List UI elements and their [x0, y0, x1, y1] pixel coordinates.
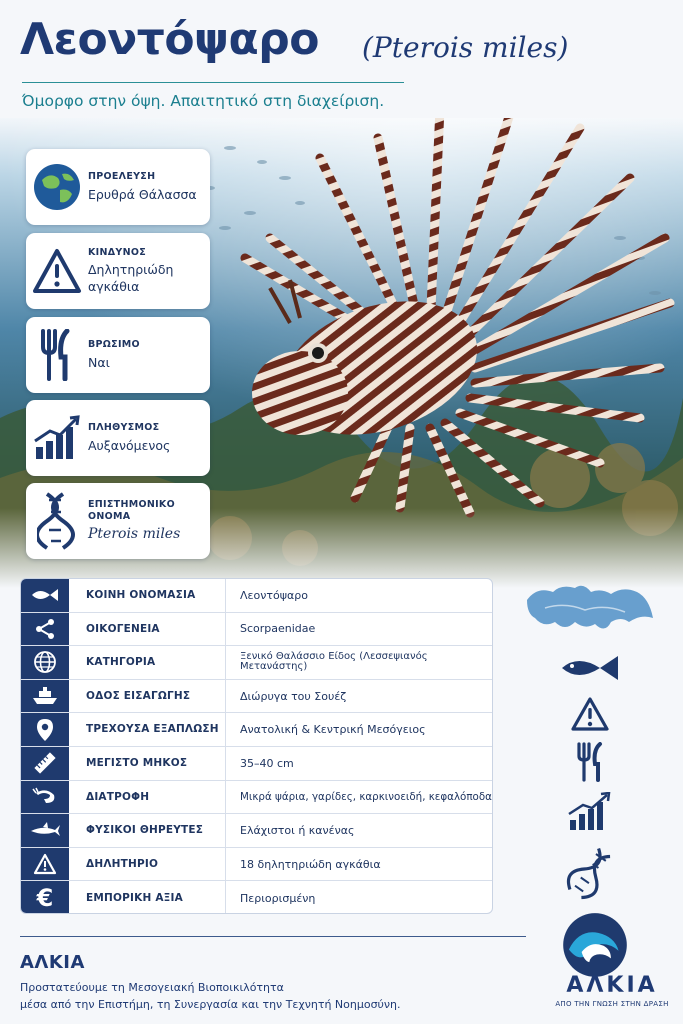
tagline: Όμορφο στην όψη. Απαιτητικό στη διαχείριση. [22, 92, 385, 110]
euro-icon: € [21, 881, 69, 914]
table-row [21, 579, 493, 613]
row-value: 18 δηλητηριώδη αγκάθια [240, 857, 381, 871]
globe-icon [26, 162, 88, 212]
card-label: ΒΡΩΣΙΜΟ [88, 339, 140, 351]
alkia-logo-icon [560, 910, 630, 980]
table-row [21, 713, 493, 747]
fact-card-population [26, 400, 210, 476]
shark-icon [21, 814, 69, 847]
row-value: Λεοντόψαρο [240, 588, 308, 602]
ship-icon [21, 680, 69, 713]
scientific-name-title: (Pterois miles) [362, 31, 569, 64]
card-value: Ερυθρά Θάλασσα [88, 186, 197, 202]
table-row [21, 848, 493, 882]
footer-brand: ΑΛΚΙΑ [20, 952, 85, 973]
growth-chart-icon [26, 415, 88, 461]
row-label: ΔΙΑΤΡΟΦΗ [69, 781, 226, 814]
row-label: ΤΡΕΧΟΥΣΑ ΕΞΑΠΛΩΣΗ [69, 713, 226, 746]
logo-tagline: ΑΠΟ ΤΗΝ ΓΝΩΣΗ ΣΤΗΝ ΔΡΑΣΗ [555, 1000, 669, 1008]
row-label: ΔΗΛΗΤΗΡΙΟ [69, 848, 226, 881]
row-label: ΚΑΤΗΓΟΡΙΑ [69, 646, 226, 679]
row-value: Περιορισμένη [240, 891, 316, 905]
footer-divider [20, 936, 526, 937]
row-value: Ανατολική & Κεντρική Μεσόγειος [240, 723, 426, 737]
fish-icon [21, 579, 69, 612]
fact-card-edible [26, 317, 210, 393]
table-row [21, 680, 493, 714]
mediterranean-map-icon [510, 578, 670, 638]
fact-card-danger [26, 233, 210, 309]
shrimp-icon [21, 781, 69, 814]
row-label: ΕΜΠΟΡΙΚΗ ΑΞΙΑ [69, 881, 226, 914]
card-label: ΠΛΗΘΥΣΜΟΣ [88, 422, 160, 434]
footer-mission [20, 980, 490, 1013]
fact-card-scientific-name [26, 483, 210, 559]
fork-knife-icon [26, 329, 88, 381]
fact-table [20, 578, 493, 914]
table-row [21, 781, 493, 815]
row-value: Scorpaenidae [240, 622, 316, 636]
fork-knife-icon [510, 742, 670, 782]
row-value: Ελάχιστοι ή κανένας [240, 823, 355, 837]
card-value: Ναι [88, 354, 110, 370]
row-value: Ξενικό Θαλάσσιο Είδος (Λεσσεψιανός Μετανάστης) [240, 651, 428, 673]
table-row [21, 747, 493, 781]
card-label: ΕΠΙΣΤΗΜΟΝΙΚΟ ΟΝΟΜΑ [88, 499, 175, 522]
row-label: ΚΟΙΝΗ ΟΝΟΜΑΣΙΑ [69, 579, 226, 612]
table-row [21, 613, 493, 647]
share-icon [21, 613, 69, 646]
row-label: ΟΔΟΣ ΕΙΣΑΓΩΓΗΣ [69, 680, 226, 713]
card-value: Αυξανόμενος [88, 437, 171, 453]
row-value: Μικρά ψάρια, γαρίδες, καρκινοειδή, κεφαλόποδα [240, 790, 492, 803]
ruler-icon [21, 747, 69, 780]
fish-icon [510, 652, 670, 684]
mission-line-2: μέσα από την Επιστήμη, τη Συνεργασία και την Τεχνητή Νοημοσύνη. [20, 997, 401, 1011]
row-value: 35–40 cm [240, 756, 294, 770]
card-value: Δηλητηριώδη αγκάθια [88, 262, 174, 294]
dna-icon [510, 846, 670, 900]
title-divider [22, 82, 404, 83]
table-row [21, 646, 493, 680]
row-label: ΦΥΣΙΚΟΙ ΘΗΡΕΥΤΕΣ [69, 814, 226, 847]
location-pin-icon [21, 713, 69, 746]
dna-icon [26, 492, 88, 550]
card-label: ΠΡΟΕΛΕΥΣΗ [88, 171, 156, 183]
logo-wordmark: ΑΛΚΙΑ [566, 973, 658, 998]
row-label: ΜΕΓΙΣΤΟ ΜΗΚΟΣ [69, 747, 226, 780]
warning-icon [510, 696, 670, 732]
warning-icon [26, 248, 88, 294]
page-title: Λεοντόψαρο [20, 14, 319, 65]
row-label: ΟΙΚΟΓΕΝΕΙΑ [69, 613, 226, 646]
growth-chart-icon [510, 792, 670, 832]
row-value: Διώρυγα του Σουέζ [240, 689, 347, 703]
fact-card-origin [26, 149, 210, 225]
table-row [21, 881, 493, 914]
mission-line-1: Προστατεύουμε τη Μεσογειακή Βιοποικιλότητα [20, 981, 284, 994]
card-label: ΚΙΝΔΥΝΟΣ [88, 247, 146, 259]
card-value: Pterois miles [88, 525, 181, 542]
warning-icon [21, 848, 69, 881]
table-row [21, 814, 493, 848]
globe-grid-icon [21, 646, 69, 679]
